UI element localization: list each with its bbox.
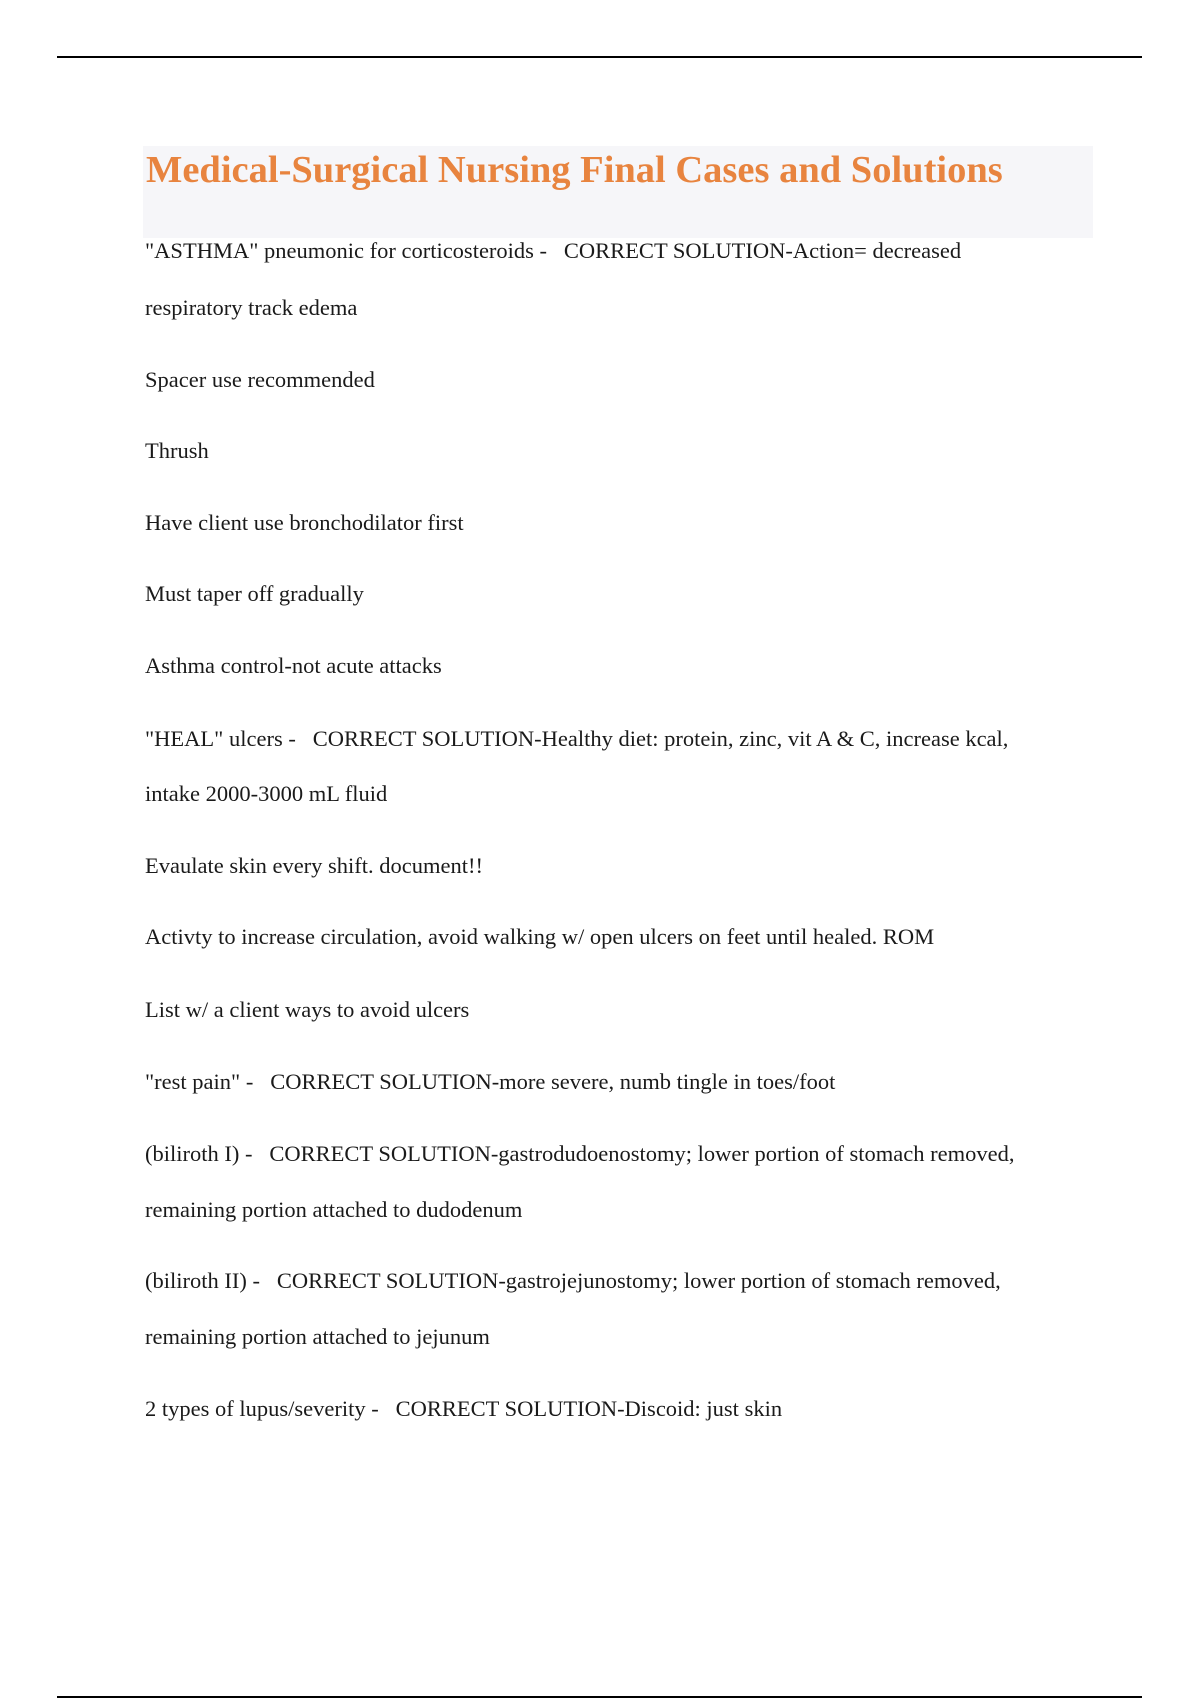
entry-answer-line: Spacer use recommended bbox=[145, 367, 375, 392]
entry-question: "ASTHMA" pneumonic for corticosteroids - bbox=[145, 238, 548, 263]
entry-question: (biliroth I) - bbox=[145, 1141, 253, 1166]
entry-answer-continuation: remaining portion attached to jejunum bbox=[145, 1324, 490, 1349]
entry-answer-line: List w/ a client ways to avoid ulcers bbox=[145, 997, 470, 1022]
entry-biliroth-1-line-1 bbox=[145, 1139, 1014, 1169]
entry-lupus-line-1 bbox=[145, 1394, 782, 1424]
entry-asthma-line-1 bbox=[145, 236, 961, 266]
entry-answer: CORRECT SOLUTION-more severe, numb tingle in toes/foot bbox=[270, 1069, 836, 1094]
document-title: Medical-Surgical Nursing Final Cases and Solutions bbox=[146, 149, 1003, 191]
entry-question: "rest pain" - bbox=[145, 1069, 254, 1094]
top-rule bbox=[57, 56, 1142, 58]
entry-answer-line: Have client use bronchodilator first bbox=[145, 510, 464, 535]
entry-question: (biliroth II) - bbox=[145, 1268, 260, 1293]
entry-answer-line: Activty to increase circulation, avoid walking w/ open ulcers on feet until healed. ROM bbox=[145, 924, 935, 949]
entry-question: "HEAL" ulcers - bbox=[145, 726, 296, 751]
entry-answer-line: Asthma control-not acute attacks bbox=[145, 653, 442, 678]
entry-answer-continuation: respiratory track edema bbox=[145, 295, 358, 320]
entry-answer-line: Must taper off gradually bbox=[145, 581, 364, 606]
entry-heal-line-1 bbox=[145, 724, 1008, 754]
entry-answer-line: Thrush bbox=[145, 438, 209, 463]
entry-answer: CORRECT SOLUTION-gastrodudoenostomy; lower portion of stomach removed, bbox=[269, 1141, 1015, 1166]
entry-answer: CORRECT SOLUTION-Discoid: just skin bbox=[395, 1396, 783, 1421]
entry-answer-continuation: remaining portion attached to dudodenum bbox=[145, 1197, 523, 1222]
entry-answer: CORRECT SOLUTION-Healthy diet: protein, zinc, vit A & C, increase kcal, bbox=[312, 726, 1009, 751]
entry-rest-pain-line-1 bbox=[145, 1067, 835, 1097]
entry-answer: CORRECT SOLUTION-gastrojejunostomy; lower portion of stomach removed, bbox=[276, 1268, 1001, 1293]
entry-answer: CORRECT SOLUTION-Action= decreased bbox=[563, 238, 962, 263]
entry-answer-continuation: intake 2000-3000 mL fluid bbox=[145, 781, 388, 806]
entry-answer-line: Evaulate skin every shift. document!! bbox=[145, 853, 484, 878]
bottom-rule bbox=[57, 1696, 1142, 1698]
entry-biliroth-2-line-1 bbox=[145, 1266, 1001, 1296]
entry-question: 2 types of lupus/severity - bbox=[145, 1396, 379, 1421]
